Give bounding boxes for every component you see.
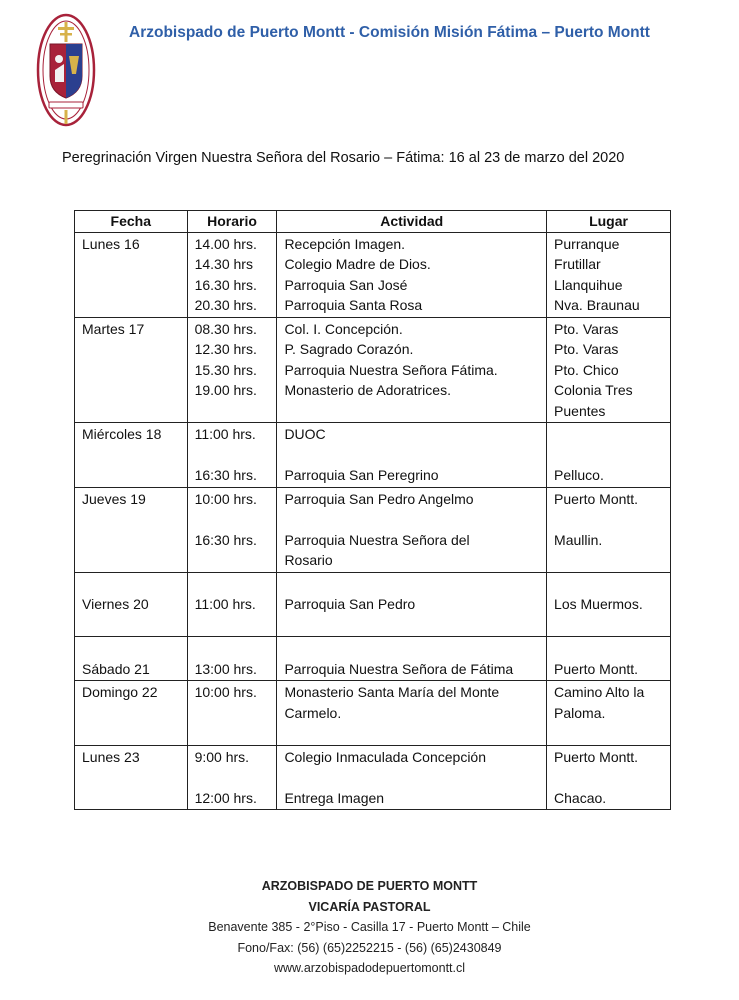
schedule-table bbox=[74, 210, 671, 810]
place-entry: Nva. Braunau bbox=[554, 297, 640, 313]
footer-address: Benavente 385 - 2°Piso - Casilla 17 - Puerto Montt – Chile bbox=[208, 920, 531, 934]
blank-line bbox=[195, 550, 270, 571]
header-horario: Horario bbox=[187, 211, 277, 233]
time-entry: 15.30 hrs. bbox=[194, 361, 257, 378]
table-header-row bbox=[75, 211, 671, 233]
place-entry: Pto. Varas bbox=[554, 320, 619, 337]
cell-fecha bbox=[75, 637, 188, 681]
footer-org: ARZOBISPADO DE PUERTO MONTT bbox=[261, 879, 478, 893]
place-entry: Puerto Montt. bbox=[554, 490, 639, 507]
footer bbox=[0, 876, 739, 979]
place-entry: Colonia Tres bbox=[554, 382, 633, 398]
place-entry: Pto. Chico bbox=[554, 361, 619, 378]
blank-line bbox=[554, 509, 663, 530]
cell-horario bbox=[187, 745, 277, 810]
cell-lugar bbox=[547, 423, 671, 488]
activity-entry: Parroquia San Pedro Angelmo bbox=[284, 490, 474, 507]
cell-actividad bbox=[277, 317, 547, 423]
cell-horario bbox=[187, 572, 277, 637]
cell-fecha: Jueves 19 bbox=[75, 487, 188, 572]
cell-fecha bbox=[75, 572, 188, 637]
blank-line bbox=[284, 574, 539, 595]
activity-entry: Parroquia San Pedro bbox=[284, 596, 416, 612]
cell-lugar bbox=[547, 487, 671, 572]
time-entry: 13:00 hrs. bbox=[194, 660, 257, 677]
blank-line bbox=[554, 424, 663, 445]
activity-entry: Entrega Imagen bbox=[284, 789, 385, 806]
cell-fecha: Martes 17 bbox=[75, 317, 188, 423]
footer-website: www.arzobispadodepuertomontt.cl bbox=[273, 961, 466, 975]
blank-line bbox=[284, 767, 539, 788]
activity-entry: P. Sagrado Corazón. bbox=[284, 341, 414, 357]
table-row bbox=[75, 423, 671, 488]
blank-line bbox=[554, 445, 663, 466]
time-entry: 16.30 hrs. bbox=[194, 276, 257, 293]
blank-line bbox=[195, 445, 270, 466]
header-actividad: Actividad bbox=[277, 211, 547, 233]
cell-actividad bbox=[277, 637, 547, 681]
date-label: Domingo 22 bbox=[82, 684, 158, 700]
blank-line bbox=[284, 638, 539, 659]
activity-entry: Parroquia San José bbox=[284, 276, 408, 293]
date-label: Sábado 21 bbox=[82, 660, 150, 677]
place-entry: Llanquihue bbox=[554, 276, 623, 293]
cell-horario bbox=[187, 423, 277, 488]
activity-entry: Rosario bbox=[284, 552, 333, 568]
time-entry: 10:00 hrs. bbox=[194, 490, 257, 507]
cell-actividad bbox=[277, 745, 547, 810]
cell-lugar bbox=[547, 681, 671, 746]
cell-lugar bbox=[547, 745, 671, 810]
table-row bbox=[75, 487, 671, 572]
header-fecha: Fecha bbox=[75, 211, 188, 233]
activity-entry: Col. I. Concepción. bbox=[284, 320, 403, 337]
time-entry: 10:00 hrs. bbox=[194, 684, 257, 700]
cell-horario bbox=[187, 681, 277, 746]
document-subtitle: Peregrinación Virgen Nuestra Señora del Rosario – Fátima: 16 al 23 de marzo del 2020 bbox=[62, 150, 625, 166]
cell-fecha bbox=[75, 745, 188, 810]
time-entry: 08.30 hrs. bbox=[194, 320, 257, 337]
cell-actividad bbox=[277, 487, 547, 572]
cell-horario bbox=[187, 487, 277, 572]
place-entry: Maullin. bbox=[554, 531, 603, 548]
cell-actividad bbox=[277, 232, 547, 317]
place-entry: Los Muermos. bbox=[554, 596, 643, 612]
blank-line bbox=[82, 574, 180, 595]
time-entry: 12:00 hrs. bbox=[194, 789, 257, 806]
blank-line bbox=[195, 638, 270, 659]
time-entry: 14.30 hrs bbox=[194, 256, 253, 272]
blank-line bbox=[554, 574, 663, 595]
cell-lugar bbox=[547, 572, 671, 637]
header-title: Arzobispado de Puerto Montt - Comisión Misión Fátima – Puerto Montt bbox=[129, 24, 650, 41]
cell-lugar bbox=[547, 232, 671, 317]
activity-entry: Parroquia Santa Rosa bbox=[284, 297, 423, 313]
cell-horario bbox=[187, 317, 277, 423]
activity-entry: Monasterio de Adoratrices. bbox=[284, 382, 451, 398]
time-entry: 19.00 hrs. bbox=[194, 382, 257, 398]
cell-actividad bbox=[277, 572, 547, 637]
blank-line bbox=[554, 767, 663, 788]
archdiocese-coat-of-arms-logo bbox=[36, 12, 96, 134]
time-entry: 12.30 hrs. bbox=[194, 341, 257, 357]
table-row bbox=[75, 681, 671, 746]
table-row bbox=[75, 232, 671, 317]
footer-dept: VICARÍA PASTORAL bbox=[308, 899, 431, 914]
blank-line bbox=[82, 703, 180, 724]
place-entry: Pelluco. bbox=[554, 467, 604, 483]
activity-entry: DUOC bbox=[284, 426, 326, 442]
cell-horario bbox=[187, 232, 277, 317]
cell-fecha: Lunes 16 bbox=[75, 232, 188, 317]
header-lugar: Lugar bbox=[547, 211, 671, 233]
cell-fecha: Miércoles 18 bbox=[75, 423, 188, 488]
place-entry: Purranque bbox=[554, 235, 620, 252]
blank-line bbox=[195, 574, 270, 595]
time-entry: 11:00 hrs. bbox=[194, 596, 256, 612]
cell-horario bbox=[187, 637, 277, 681]
activity-entry: Recepción Imagen. bbox=[284, 235, 406, 252]
place-entry: Puentes bbox=[554, 402, 606, 419]
table-row bbox=[75, 637, 671, 681]
activity-entry: Colegio Inmaculada Concepción bbox=[284, 748, 487, 765]
cell-actividad bbox=[277, 423, 547, 488]
place-entry: Paloma. bbox=[554, 704, 606, 721]
place-entry: Frutillar bbox=[554, 256, 601, 272]
date-label: Lunes 23 bbox=[82, 748, 140, 765]
time-entry: 14.00 hrs. bbox=[194, 235, 257, 252]
activity-entry: Parroquia Nuestra Señora de Fátima bbox=[284, 660, 514, 677]
blank-line bbox=[82, 723, 180, 744]
activity-entry: Monasterio Santa María del Monte bbox=[284, 684, 500, 700]
blank-line bbox=[284, 509, 539, 530]
cell-fecha bbox=[75, 681, 188, 746]
place-entry: Puerto Montt. bbox=[554, 660, 639, 677]
time-entry: 16:30 hrs. bbox=[194, 467, 257, 483]
cell-lugar bbox=[547, 637, 671, 681]
time-entry: 11:00 hrs. bbox=[194, 426, 256, 442]
place-entry: Camino Alto la bbox=[554, 684, 645, 700]
blank-line bbox=[195, 509, 270, 530]
time-entry: 20.30 hrs. bbox=[194, 297, 257, 313]
time-entry: 9:00 hrs. bbox=[194, 748, 250, 765]
cell-lugar bbox=[547, 317, 671, 423]
blank-line bbox=[195, 767, 270, 788]
footer-phone: Fono/Fax: (56) (65)2252215 - (56) (65)2430849 bbox=[237, 940, 502, 955]
activity-entry: Carmelo. bbox=[284, 704, 342, 721]
place-entry: Pto. Varas bbox=[554, 341, 619, 357]
blank-line bbox=[82, 638, 180, 659]
blank-line bbox=[284, 445, 539, 466]
blank-line bbox=[554, 638, 663, 659]
activity-entry: Parroquia Nuestra Señora del bbox=[284, 531, 470, 548]
table-row bbox=[75, 572, 671, 637]
table-row bbox=[75, 745, 671, 810]
activity-entry: Colegio Madre de Dios. bbox=[284, 256, 431, 272]
cell-actividad bbox=[277, 681, 547, 746]
blank-line bbox=[82, 615, 180, 636]
activity-entry: Parroquia Nuestra Señora Fátima. bbox=[284, 361, 498, 378]
time-entry: 16:30 hrs. bbox=[194, 531, 257, 548]
activity-entry: Parroquia San Peregrino bbox=[284, 467, 439, 483]
date-label: Viernes 20 bbox=[82, 596, 149, 612]
place-entry: Puerto Montt. bbox=[554, 748, 639, 765]
table-row bbox=[75, 317, 671, 423]
place-entry: Chacao. bbox=[554, 789, 607, 806]
